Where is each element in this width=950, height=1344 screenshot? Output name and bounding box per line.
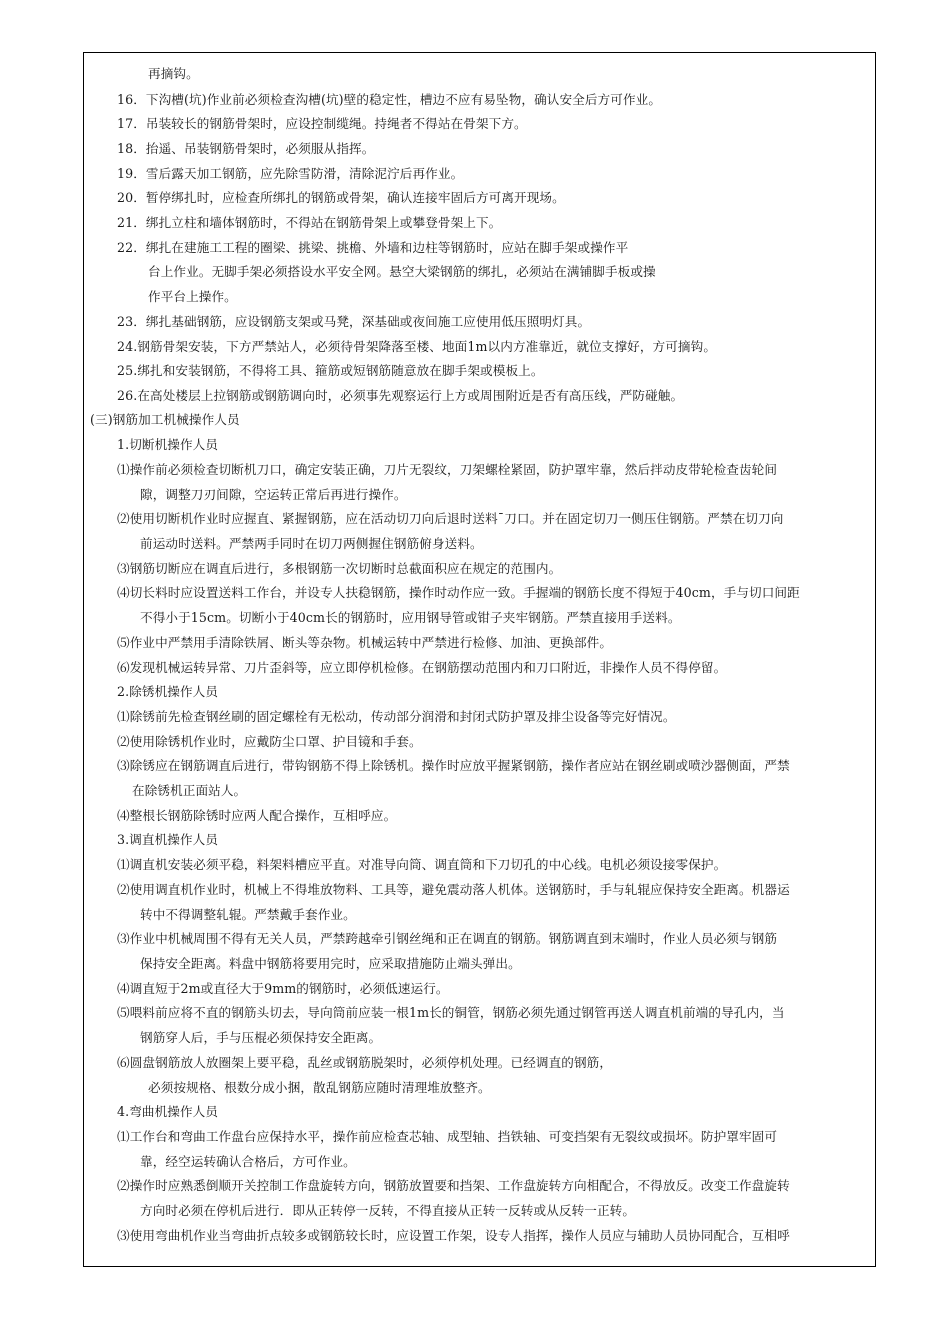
- text-line: 25.绑扎和安装钢筋，不得将工具、箍筋或短钢筋随意放在脚手架或模板上。: [117, 363, 544, 378]
- text-line: 3.调直机操作人员: [117, 832, 219, 847]
- text-line: 19．雪后露天加工钢筋，应先除雪防滑，清除泥泞后再作业。: [117, 166, 464, 181]
- text-line: 隙，调整刀刃间隙，空运转正常后再进行操作。: [140, 487, 407, 502]
- text-line: 台上作业。无脚手架必须搭设水平安全网。悬空大梁钢筋的绑扎，必须站在满铺脚手板或操: [148, 264, 656, 279]
- text-line: 16．下沟槽(坑)作业前必须检查沟槽(坑)壁的稳定性，槽边不应有易坠物，确认安全后方可作业。: [117, 92, 662, 107]
- text-line: 转中不得调整轧辊。严禁戴手套作业。: [140, 907, 356, 922]
- text-line: ⑷调直短于2m或直径大于9mm的钢筋时，必须低速运行。: [117, 981, 449, 996]
- text-line: 22．绑扎在建施工工程的圈梁、挑梁、挑檐、外墙和边柱等钢筋时，应站在脚手架或操作平: [117, 240, 629, 255]
- text-line: ⑴操作前必须检查切断机刀口，确定安装正确，刀片无裂纹，刀架螺栓紧固，防护罩牢靠，然后拌动皮带轮检查齿轮间: [117, 462, 778, 477]
- text-line: 17．吊装较长的钢筋骨架时，应设控制缆绳。持绳者不得站在骨架下方。: [117, 116, 527, 131]
- text-line: ⑶作业中机械周围不得有无关人员，严禁跨越牵引钢丝绳和正在调直的钢筋。钢筋调直到末端时，作业人员必须与钢筋: [117, 931, 778, 946]
- text-line: ⑸作业中严禁用手清除铁屑、断头等杂物。机械运转中严禁进行检修、加油、更换部件。: [117, 635, 613, 650]
- text-line: 钢筋穿人后，手与压棍必须保持安全距离。: [140, 1030, 382, 1045]
- text-line: ⑹发现机械运转异常、刀片歪斜等，应立即停机检修。在钢筋摆动范围内和刀口附近，非操作人员不得停留。: [117, 660, 727, 675]
- text-line: ⑵使用切断机作业时应握直、紧握钢筋，应在活动切刀向后退时送料ˉ刀口。并在固定切刀一侧压住钢筋。严禁在切刀向: [117, 511, 784, 526]
- text-line: ⑴工作台和弯曲工作盘台应保持水平，操作前应检查芯轴、成型轴、挡铁轴、可变挡架有无裂纹或损坏。防护罩牢固可: [117, 1129, 778, 1144]
- text-line: 18．抬遥、吊装钢筋骨架时，必须服从指挥。: [117, 141, 375, 156]
- text-line: 必须按规格、根数分成小捆，散乱钢筋应随时清理堆放整齐。: [148, 1080, 491, 1095]
- text-line: ⑵操作时应熟悉倒顺开关控制工作盘旋转方向，钢筋放置要和挡架、工作盘旋转方向相配合，不得放反。改变工作盘旋转: [117, 1178, 790, 1193]
- text-line: (三)钢筋加工机械操作人员: [90, 412, 240, 427]
- text-line: 4.弯曲机操作人员: [117, 1104, 219, 1119]
- text-line: 21．绑扎立柱和墙体钢筋时，不得站在钢筋骨架上或攀登骨架上下。: [117, 215, 502, 230]
- text-line: 保持安全距离。料盘中钢筋将要用完时，应采取措施防止端头弹出。: [140, 956, 521, 971]
- text-line: 23．绑扎基础钢筋，应设钢筋支架或马凳，深基础或夜间施工应使用低压照明灯具。: [117, 314, 591, 329]
- text-line: 靠，经空运转确认合格后，方可作业。: [140, 1154, 356, 1169]
- text-line: ⑷整根长钢筋除锈时应两人配合操作，互相呼应。: [117, 808, 397, 823]
- text-line: 作平台上操作。: [148, 289, 237, 304]
- text-line: 方向时必须在停机后进行．即从正转停一反转，不得直接从正转一反转或从反转一正转。: [140, 1203, 636, 1218]
- text-line: ⑶使用弯曲机作业当弯曲折点较多或钢筋较长时，应设置工作架，设专人指挥，操作人员应与辅助人员协同配合，互相呼: [117, 1228, 790, 1243]
- text-line: 2.除锈机操作人员: [117, 684, 219, 699]
- text-line: 1.切断机操作人员: [117, 437, 219, 452]
- text-line: ⑷切长料时应设置送料工作台，并设专人扶稳钢筋，操作时动作应一致。手握端的钢筋长度不得短于40cm，手与切口间距: [117, 585, 800, 600]
- text-line: 26.在高处楼层上拉钢筋或钢筋调向时，必须事先观察运行上方或周围附近是否有高压线，严防碰触。: [117, 388, 684, 403]
- text-line: ⑵使用调直机作业时，机械上不得堆放物料、工具等，避免震动落人机体。送钢筋时，手与轧辊应保持安全距离。机器运: [117, 882, 790, 897]
- text-line: 再摘钩。: [148, 66, 199, 81]
- text-line: ⑸喂料前应将不直的钢筋头切去，导向筒前应装一根1m长的铜管，钢筋必须先通过钢管再送人调直机前端的导孔内，当: [117, 1005, 785, 1020]
- text-line: ⑴调直机安装必须平稳，料架料槽应平直。对准导向筒、调直筒和下刀切孔的中心线。电机必须设接零保护。: [117, 857, 727, 872]
- text-line: ⑹圆盘钢筋放人放圈架上要平稳，乱丝或钢筋脱架时，必须停机处理。已经调直的钢筋，: [117, 1055, 613, 1070]
- text-line: ⑶钢筋切断应在调直后进行，多根钢筋一次切断时总截面积应在规定的范围内。: [117, 561, 562, 576]
- text-line: ⑵使用除锈机作业时，应戴防尘口罩、护目镜和手套。: [117, 734, 422, 749]
- text-line: ⑶除锈应在钢筋调直后进行，带钩钢筋不得上除锈机。操作时应放平握紧钢筋，操作者应站在钢丝刷或喷沙器侧面，严禁: [117, 758, 790, 773]
- text-line: 24.钢筋骨架安装，下方严禁站人，必须待骨架降落至楼、地面1m以内方准靠近，就位支撑好，方可摘钩。: [117, 339, 717, 354]
- text-line: ⑴除锈前先检查钢丝刷的固定螺栓有无松动，传动部分润滑和封闭式防护罩及排尘设备等完好情况。: [117, 709, 676, 724]
- text-line: 不得小于15cm。切断小于40cm长的钢筋时，应用钢导管或钳子夹牢钢筋。严禁直接用手送料。: [140, 610, 681, 625]
- text-line: 在除锈机正面站人。: [132, 783, 247, 798]
- text-line: 前运动时送料。严禁两手同时在切刀两侧握住钢筋俯身送料。: [140, 536, 483, 551]
- text-line: 20．暂停绑扎时，应检查所绑扎的钢筋或骨架，确认连接牢固后方可离开现场。: [117, 190, 565, 205]
